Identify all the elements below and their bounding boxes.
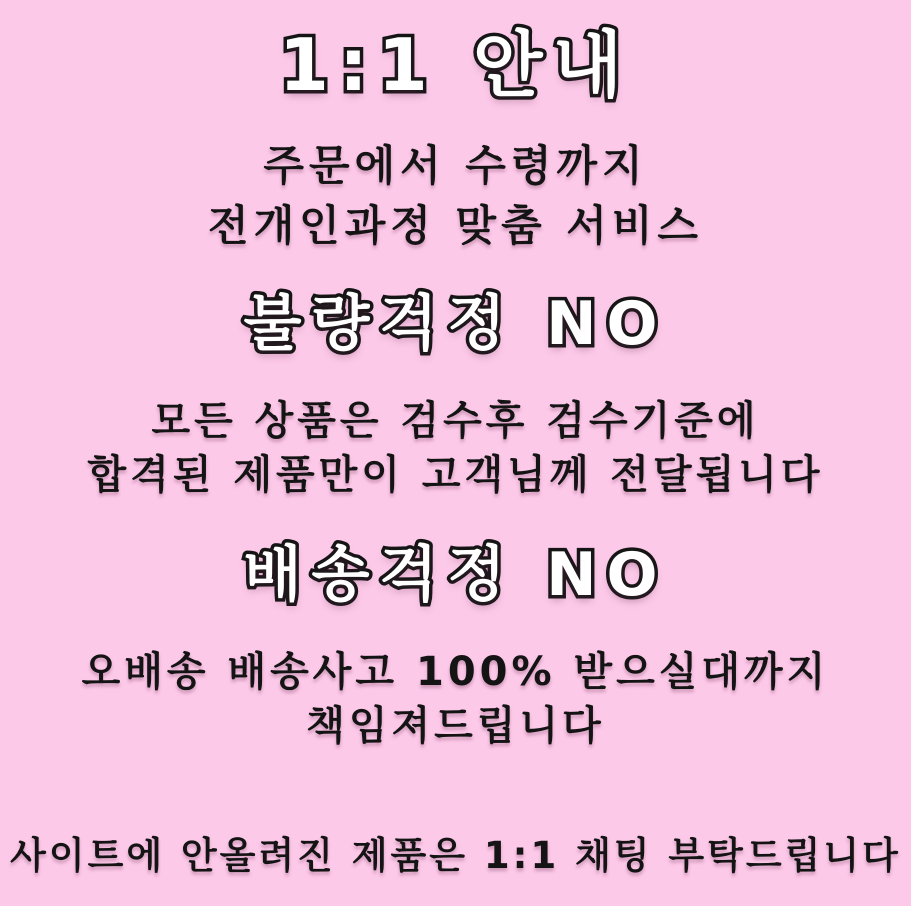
- intro-text: [208, 136, 703, 258]
- footer-notice: 사이트에 안올려진 제품은 1:1 채팅 부탁드립니다: [10, 834, 901, 878]
- shipping-line-1: 오배송 배송사고 100% 받으실대까지: [81, 649, 830, 696]
- page-title: 1:1 안내: [278, 23, 633, 107]
- defects-line-2: 합격된 제품만이 고객님께 전달됩니다: [87, 452, 824, 499]
- section-heading-defects: 불량걱정 NO: [243, 289, 668, 360]
- intro-line-2: 전개인과정 맞춤 서비스: [208, 201, 703, 251]
- bottom-white-strip: [0, 906, 911, 910]
- section-heading-shipping: 배송걱정 NO: [243, 540, 668, 611]
- section-body-shipping: [82, 645, 830, 753]
- section-body-defects: [87, 394, 823, 502]
- intro-line-1: 주문에서 수령까지: [263, 140, 648, 190]
- shipping-line-2: 책임져드립니다: [306, 703, 605, 750]
- defects-line-1: 모든 상품은 검수후 검수기준에: [151, 398, 760, 445]
